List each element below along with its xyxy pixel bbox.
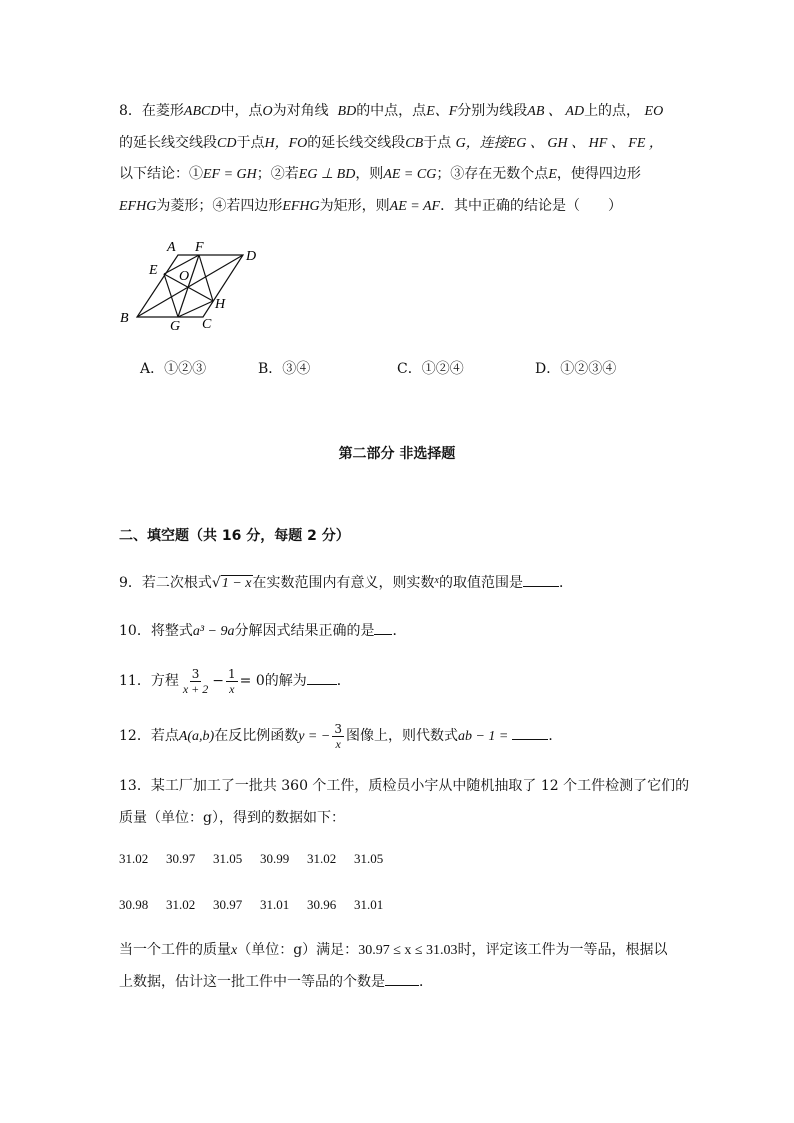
q8-line-4: EFHG为菱形；④若四边形EFHG为矩形，则AE = AF．其中正确的结论是（ ） bbox=[119, 198, 623, 214]
point-label-h: H bbox=[215, 297, 226, 312]
q13-answer-blank[interactable] bbox=[385, 971, 419, 986]
q12-answer-blank[interactable] bbox=[512, 739, 548, 740]
fraction-3-over-x-plus-2: $\frac{3}{x + 2}$ bbox=[182, 666, 209, 696]
point-label-f: F bbox=[195, 240, 204, 255]
q10: 10．将整式a³ − 9a分解因式结果正确的是 ． bbox=[119, 620, 406, 642]
point-label-d: D bbox=[246, 249, 257, 264]
data-row-1 bbox=[119, 851, 401, 867]
point-label-c: C bbox=[202, 317, 212, 332]
point-label-o: O bbox=[179, 269, 190, 284]
q8-line-2: 的延长线交线段CD于点H，FO的延长线交线段CB于点 G，连接EG 、 GH 、 HF 、 FE ， bbox=[119, 135, 663, 151]
point-label-a: A bbox=[167, 240, 176, 255]
q8-line-1: 8．在菱形ABCD中，点O为对角线 BD的中点，点E、F分别为线段AB 、 AD上的点， EO bbox=[119, 103, 664, 119]
data-row-2 bbox=[119, 897, 401, 913]
data-value: 31.05 bbox=[354, 851, 384, 866]
q11: 11．方程 $\frac{3}{x + 2}$ − $\frac{1}{x}$ = 0的解为 ． bbox=[119, 666, 351, 696]
option-d[interactable]: D．①②③④ bbox=[535, 361, 617, 377]
fraction-3-over-x: $\frac{3}{x}$ bbox=[334, 721, 342, 751]
data-value: 31.01 bbox=[354, 897, 384, 912]
q9-answer-blank[interactable] bbox=[523, 572, 559, 587]
q13-line-1: 13．某工厂加工了一批共 360 个工件，质检员小宇从中随机抽取了 12 个工件检测了它们的 bbox=[119, 778, 690, 794]
part-title: 第二部分 非选择题 bbox=[338, 446, 456, 462]
fraction-1-over-x: $\frac{1}{x}$ bbox=[228, 666, 236, 696]
point-label-b: B bbox=[120, 311, 129, 326]
data-value: 31.01 bbox=[260, 897, 290, 912]
q8-line-3: 以下结论：①EF = GH；②若EG ⊥ BD，则AE = CG；③存在无数个点E，使得四边形 bbox=[119, 166, 641, 182]
q12: 12．若点A(a,b)在反比例函数y = − $\frac{3}{x}$ 图像上，则代数式ab − 1 = ． bbox=[119, 721, 563, 751]
data-value: 31.02 bbox=[307, 851, 337, 866]
q13-line-2: 质量（单位：g），得到的数据如下： bbox=[119, 810, 345, 826]
option-b[interactable]: B．③④ bbox=[258, 361, 311, 377]
option-c[interactable]: C．①②④ bbox=[397, 361, 464, 377]
data-value: 30.97 bbox=[213, 897, 243, 912]
point-label-e: E bbox=[149, 263, 158, 278]
q10-answer-blank[interactable] bbox=[374, 620, 392, 635]
rhombus-figure bbox=[115, 236, 265, 336]
sqrt-expression: √1 − x bbox=[211, 575, 252, 591]
q11-answer-blank[interactable] bbox=[307, 684, 337, 685]
data-value: 30.99 bbox=[260, 851, 290, 866]
data-value: 31.02 bbox=[166, 897, 196, 912]
data-value: 31.02 bbox=[119, 851, 149, 866]
data-value: 30.96 bbox=[307, 897, 337, 912]
data-value: 30.98 bbox=[119, 897, 149, 912]
data-value: 30.97 bbox=[166, 851, 196, 866]
section-title: 二、填空题（共 16 分，每题 2 分） bbox=[119, 528, 350, 544]
point-label-g: G bbox=[170, 319, 181, 334]
option-a[interactable]: A．①②③ bbox=[140, 361, 207, 377]
q9: 9．若二次根式√1 − x在实数范围内有意义，则实数$^x$的取值范围是 ． bbox=[119, 571, 573, 594]
q13-line-4: 上数据，估计这一批工件中一等品的个数是 ． bbox=[119, 971, 433, 992]
q13-line-3: 当一个工件的质量x（单位：g）满足：30.97 ≤ x ≤ 31.03时，评定该工件为一等品，根据以 bbox=[119, 942, 668, 958]
data-value: 31.05 bbox=[213, 851, 243, 866]
